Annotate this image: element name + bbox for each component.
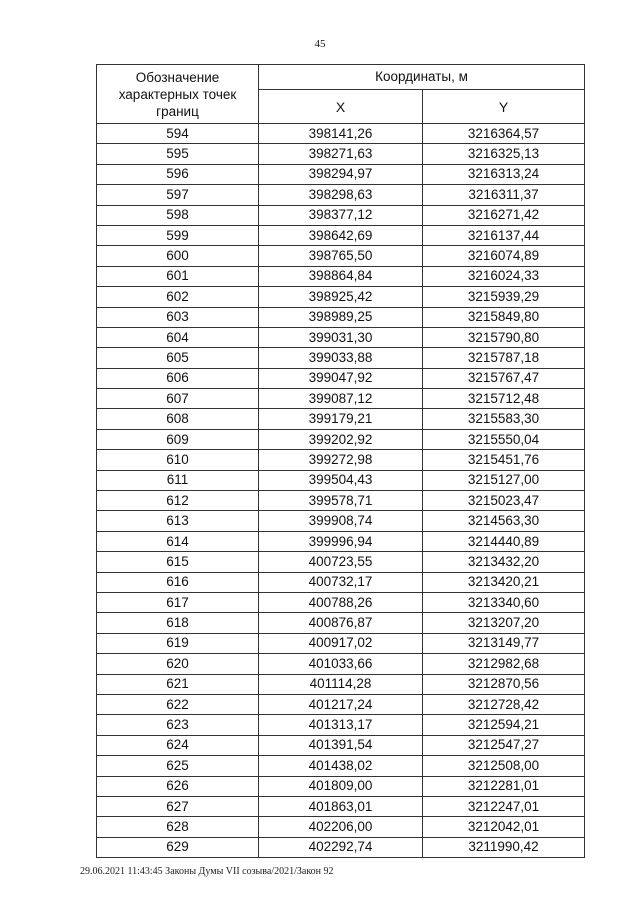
x-coordinate-cell: 401391,54 bbox=[259, 735, 423, 755]
y-coordinate-cell: 3214563,30 bbox=[423, 511, 585, 531]
y-coordinate-cell: 3215583,30 bbox=[423, 409, 585, 429]
x-coordinate-cell: 399202,92 bbox=[259, 429, 423, 449]
y-coordinate-cell: 3215849,80 bbox=[423, 307, 585, 327]
table-row bbox=[97, 491, 585, 511]
y-coordinate-cell: 3215787,18 bbox=[423, 348, 585, 368]
y-coordinate-cell: 3216271,42 bbox=[423, 205, 585, 225]
point-cell: 616 bbox=[97, 572, 259, 592]
y-coordinate-cell: 3216024,33 bbox=[423, 266, 585, 286]
y-coordinate-cell: 3212508,00 bbox=[423, 756, 585, 776]
table-row bbox=[97, 144, 585, 164]
point-cell: 606 bbox=[97, 368, 259, 388]
y-coordinate-cell: 3213207,20 bbox=[423, 613, 585, 633]
table-row bbox=[97, 694, 585, 714]
table-row bbox=[97, 756, 585, 776]
table-row bbox=[97, 389, 585, 409]
point-cell: 600 bbox=[97, 246, 259, 266]
table-row bbox=[97, 552, 585, 572]
x-coordinate-cell: 398864,84 bbox=[259, 266, 423, 286]
point-cell: 627 bbox=[97, 796, 259, 816]
table-row bbox=[97, 429, 585, 449]
point-cell: 618 bbox=[97, 613, 259, 633]
table-row bbox=[97, 735, 585, 755]
table-row bbox=[97, 674, 585, 694]
x-coordinate-cell: 401313,17 bbox=[259, 715, 423, 735]
x-coordinate-cell: 398298,63 bbox=[259, 185, 423, 205]
y-coordinate-cell: 3216325,13 bbox=[423, 144, 585, 164]
x-coordinate-cell: 401217,24 bbox=[259, 694, 423, 714]
column-header-coordinates: Координаты, м bbox=[259, 65, 585, 90]
x-coordinate-cell: 400732,17 bbox=[259, 572, 423, 592]
y-coordinate-cell: 3213340,60 bbox=[423, 592, 585, 612]
y-coordinate-cell: 3212728,42 bbox=[423, 694, 585, 714]
x-coordinate-cell: 399272,98 bbox=[259, 450, 423, 470]
point-cell: 605 bbox=[97, 348, 259, 368]
y-coordinate-cell: 3215451,76 bbox=[423, 450, 585, 470]
x-coordinate-cell: 399179,21 bbox=[259, 409, 423, 429]
footer-stamp: 29.06.2021 11:43:45 Законы Думы VII созыва/2021/Закон 92 bbox=[80, 866, 334, 877]
table-row bbox=[97, 164, 585, 184]
x-coordinate-cell: 400723,55 bbox=[259, 552, 423, 572]
column-header-y: Y bbox=[423, 90, 585, 124]
y-coordinate-cell: 3212870,56 bbox=[423, 674, 585, 694]
y-coordinate-cell: 3212042,01 bbox=[423, 817, 585, 837]
point-cell: 599 bbox=[97, 225, 259, 245]
point-cell: 615 bbox=[97, 552, 259, 572]
x-coordinate-cell: 399033,88 bbox=[259, 348, 423, 368]
y-coordinate-cell: 3216074,89 bbox=[423, 246, 585, 266]
y-coordinate-cell: 3215023,47 bbox=[423, 491, 585, 511]
x-coordinate-cell: 401809,00 bbox=[259, 776, 423, 796]
y-coordinate-cell: 3215939,29 bbox=[423, 287, 585, 307]
point-cell: 607 bbox=[97, 389, 259, 409]
y-coordinate-cell: 3212982,68 bbox=[423, 654, 585, 674]
table-row bbox=[97, 124, 585, 144]
table-row bbox=[97, 205, 585, 225]
y-coordinate-cell: 3216137,44 bbox=[423, 225, 585, 245]
x-coordinate-cell: 400876,87 bbox=[259, 613, 423, 633]
x-coordinate-cell: 401863,01 bbox=[259, 796, 423, 816]
point-cell: 617 bbox=[97, 592, 259, 612]
table-row bbox=[97, 613, 585, 633]
y-coordinate-cell: 3216311,37 bbox=[423, 185, 585, 205]
y-coordinate-cell: 3215550,04 bbox=[423, 429, 585, 449]
column-header-x: X bbox=[259, 90, 423, 124]
y-coordinate-cell: 3215767,47 bbox=[423, 368, 585, 388]
page-number: 45 bbox=[314, 38, 326, 50]
table-row bbox=[97, 633, 585, 653]
table-row bbox=[97, 817, 585, 837]
y-coordinate-cell: 3212594,21 bbox=[423, 715, 585, 735]
point-cell: 596 bbox=[97, 164, 259, 184]
y-coordinate-cell: 3212247,01 bbox=[423, 796, 585, 816]
table-row bbox=[97, 776, 585, 796]
x-coordinate-cell: 399578,71 bbox=[259, 491, 423, 511]
y-coordinate-cell: 3216313,24 bbox=[423, 164, 585, 184]
y-coordinate-cell: 3215127,00 bbox=[423, 470, 585, 490]
point-cell: 619 bbox=[97, 633, 259, 653]
x-coordinate-cell: 401114,28 bbox=[259, 674, 423, 694]
point-cell: 609 bbox=[97, 429, 259, 449]
x-coordinate-cell: 401033,66 bbox=[259, 654, 423, 674]
point-cell: 603 bbox=[97, 307, 259, 327]
y-coordinate-cell: 3213149,77 bbox=[423, 633, 585, 653]
x-coordinate-cell: 399031,30 bbox=[259, 327, 423, 347]
y-coordinate-cell: 3216364,57 bbox=[423, 124, 585, 144]
point-cell: 626 bbox=[97, 776, 259, 796]
x-coordinate-cell: 399908,74 bbox=[259, 511, 423, 531]
table-row bbox=[97, 266, 585, 286]
point-cell: 598 bbox=[97, 205, 259, 225]
x-coordinate-cell: 398271,63 bbox=[259, 144, 423, 164]
x-coordinate-cell: 399087,12 bbox=[259, 389, 423, 409]
y-coordinate-cell: 3212281,01 bbox=[423, 776, 585, 796]
point-cell: 629 bbox=[97, 837, 259, 857]
point-cell: 595 bbox=[97, 144, 259, 164]
table-row bbox=[97, 185, 585, 205]
point-cell: 610 bbox=[97, 450, 259, 470]
y-coordinate-cell: 3214440,89 bbox=[423, 531, 585, 551]
point-cell: 594 bbox=[97, 124, 259, 144]
point-cell: 620 bbox=[97, 654, 259, 674]
point-cell: 621 bbox=[97, 674, 259, 694]
x-coordinate-cell: 400917,02 bbox=[259, 633, 423, 653]
x-coordinate-cell: 402206,00 bbox=[259, 817, 423, 837]
table-row bbox=[97, 225, 585, 245]
x-coordinate-cell: 401438,02 bbox=[259, 756, 423, 776]
table-row bbox=[97, 837, 585, 857]
table-row bbox=[97, 409, 585, 429]
x-coordinate-cell: 400788,26 bbox=[259, 592, 423, 612]
table-body bbox=[97, 124, 585, 858]
y-coordinate-cell: 3211990,42 bbox=[423, 837, 585, 857]
y-coordinate-cell: 3213420,21 bbox=[423, 572, 585, 592]
y-coordinate-cell: 3215712,48 bbox=[423, 389, 585, 409]
x-coordinate-cell: 399047,92 bbox=[259, 368, 423, 388]
point-cell: 597 bbox=[97, 185, 259, 205]
table-row bbox=[97, 450, 585, 470]
table-row bbox=[97, 327, 585, 347]
x-coordinate-cell: 399996,94 bbox=[259, 531, 423, 551]
point-cell: 602 bbox=[97, 287, 259, 307]
table-row bbox=[97, 796, 585, 816]
point-cell: 624 bbox=[97, 735, 259, 755]
column-header-point: Обозначение характерных точек границ bbox=[97, 65, 259, 124]
x-coordinate-cell: 398925,42 bbox=[259, 287, 423, 307]
point-cell: 628 bbox=[97, 817, 259, 837]
point-cell: 608 bbox=[97, 409, 259, 429]
table-row bbox=[97, 715, 585, 735]
table-row bbox=[97, 287, 585, 307]
x-coordinate-cell: 399504,43 bbox=[259, 470, 423, 490]
table-row bbox=[97, 470, 585, 490]
table-row bbox=[97, 368, 585, 388]
x-coordinate-cell: 398141,26 bbox=[259, 124, 423, 144]
point-cell: 622 bbox=[97, 694, 259, 714]
point-cell: 611 bbox=[97, 470, 259, 490]
x-coordinate-cell: 398765,50 bbox=[259, 246, 423, 266]
table-header-row bbox=[97, 65, 585, 90]
table-row bbox=[97, 572, 585, 592]
table-header bbox=[97, 65, 585, 124]
x-coordinate-cell: 398377,12 bbox=[259, 205, 423, 225]
y-coordinate-cell: 3213432,20 bbox=[423, 552, 585, 572]
x-coordinate-cell: 398294,97 bbox=[259, 164, 423, 184]
y-coordinate-cell: 3215790,80 bbox=[423, 327, 585, 347]
point-cell: 623 bbox=[97, 715, 259, 735]
table-row bbox=[97, 348, 585, 368]
point-cell: 601 bbox=[97, 266, 259, 286]
y-coordinate-cell: 3212547,27 bbox=[423, 735, 585, 755]
point-cell: 612 bbox=[97, 491, 259, 511]
table-row bbox=[97, 654, 585, 674]
point-cell: 625 bbox=[97, 756, 259, 776]
coordinates-table bbox=[96, 64, 585, 858]
table-row bbox=[97, 592, 585, 612]
table-row bbox=[97, 531, 585, 551]
point-cell: 613 bbox=[97, 511, 259, 531]
x-coordinate-cell: 398989,25 bbox=[259, 307, 423, 327]
table-row bbox=[97, 511, 585, 531]
point-cell: 614 bbox=[97, 531, 259, 551]
table-row bbox=[97, 246, 585, 266]
table-row bbox=[97, 307, 585, 327]
x-coordinate-cell: 402292,74 bbox=[259, 837, 423, 857]
point-cell: 604 bbox=[97, 327, 259, 347]
x-coordinate-cell: 398642,69 bbox=[259, 225, 423, 245]
